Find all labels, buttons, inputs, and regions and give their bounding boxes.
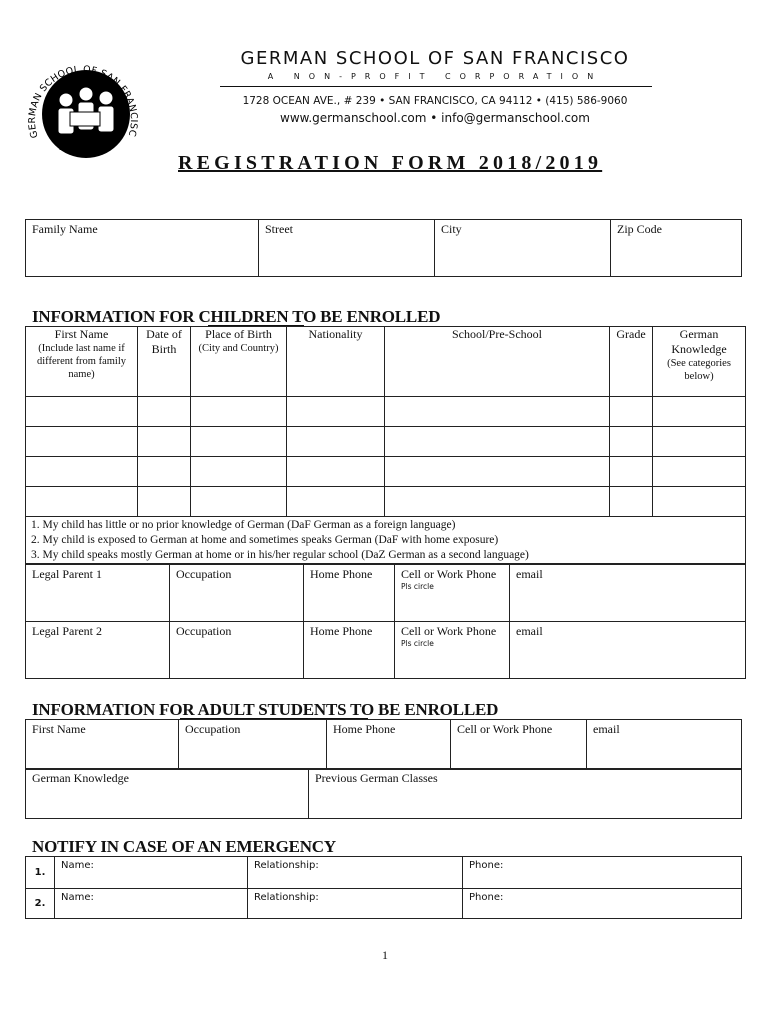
child-pob-cell[interactable]: [191, 457, 287, 487]
logo-text: GERMAN SCHOOL OF SAN FRANCISC: [26, 64, 140, 140]
email-label: email: [516, 624, 543, 638]
zip-label: Zip Code: [617, 222, 662, 236]
children-section-title: INFORMATION FOR CHILDREN TO BE ENROLLED: [32, 307, 441, 326]
col-grade-label: Grade: [616, 327, 646, 341]
child-grade-cell[interactable]: [610, 487, 653, 517]
parent1-cell-phone[interactable]: [395, 565, 510, 622]
child-knowledge-cell[interactable]: [653, 427, 746, 457]
child-dob-cell[interactable]: [138, 397, 191, 427]
child-row: [26, 457, 746, 487]
street-label: Street: [265, 222, 293, 236]
emergency-name-field[interactable]: [55, 857, 248, 889]
child-grade-cell[interactable]: [610, 397, 653, 427]
emergency-name-field[interactable]: [55, 889, 248, 919]
parent1-label: Legal Parent 1: [32, 567, 102, 581]
emergency-row: [26, 857, 742, 889]
parent2-occupation[interactable]: [170, 622, 304, 679]
street-field[interactable]: [259, 220, 435, 277]
parents-table: [25, 564, 746, 679]
web-line: www.germanschool.com • info@germanschool.com: [280, 111, 590, 125]
child-row: [26, 487, 746, 517]
child-knowledge-cell[interactable]: [653, 457, 746, 487]
adult-previous-classes-label: Previous German Classes: [315, 771, 438, 785]
parent1-email[interactable]: [510, 565, 746, 622]
col-grade: [610, 327, 653, 397]
form-title: REGISTRATION FORM 2018/2019: [178, 152, 603, 174]
col-german-knowledge-label: German Knowledge: [671, 327, 727, 356]
parent1-home-phone[interactable]: [304, 565, 395, 622]
child-grade-cell[interactable]: [610, 427, 653, 457]
adult-german-knowledge-field[interactable]: [26, 769, 309, 819]
cell-phone-label: Cell or Work Phone: [401, 624, 497, 638]
city-field[interactable]: [435, 220, 611, 277]
emergency-name-label: Name:: [61, 860, 94, 871]
cell-phone-label: Cell or Work Phone: [401, 567, 497, 581]
col-dob: [138, 327, 191, 397]
adult-previous-classes-field[interactable]: [309, 769, 742, 819]
category-1: 1. My child has little or no prior knowledge of German (DaF German as a foreign language): [31, 519, 456, 531]
emergency-phone-field[interactable]: [463, 857, 742, 889]
child-nationality-cell[interactable]: [287, 487, 385, 517]
child-row: [26, 397, 746, 427]
emergency-row-number: 1.: [26, 857, 55, 889]
child-school-cell[interactable]: [385, 427, 610, 457]
emergency-row: [26, 889, 742, 919]
parent2-home-phone[interactable]: [304, 622, 395, 679]
children-table: [25, 326, 746, 564]
col-first-name-label: First Name: [54, 327, 109, 341]
parent1-occupation[interactable]: [170, 565, 304, 622]
col-school-label: School/Pre-School: [452, 327, 542, 341]
occupation-label: Occupation: [176, 624, 232, 638]
parent1-field[interactable]: [26, 565, 170, 622]
child-pob-cell[interactable]: [191, 487, 287, 517]
family-name-label: Family Name: [32, 222, 98, 236]
home-phone-label: Home Phone: [310, 567, 373, 581]
child-grade-cell[interactable]: [610, 457, 653, 487]
col-first-name-note: (Include last name if different from family name): [36, 343, 127, 380]
adult-home-phone-label: Home Phone: [333, 722, 396, 736]
child-first-name-cell[interactable]: [26, 427, 138, 457]
page-number: 1: [382, 948, 388, 962]
address-line: 1728 OCEAN AVE., # 239 • SAN FRANCISCO, CA 94112 • (415) 586-9060: [242, 95, 628, 107]
occupation-label: Occupation: [176, 567, 232, 581]
emergency-phone-field[interactable]: [463, 889, 742, 919]
child-pob-cell[interactable]: [191, 397, 287, 427]
emergency-table: [25, 856, 742, 919]
col-nationality: [287, 327, 385, 397]
emergency-name-label: Name:: [61, 892, 94, 903]
home-phone-label: Home Phone: [310, 624, 373, 638]
school-name: GERMAN SCHOOL OF SAN FRANCISCO: [240, 48, 630, 69]
child-dob-cell[interactable]: [138, 487, 191, 517]
col-pob-note: (City and Country): [198, 343, 279, 354]
emergency-phone-label: Phone:: [469, 892, 504, 903]
col-first-name: [26, 327, 138, 397]
adult-home-phone-field[interactable]: [327, 720, 451, 770]
emergency-phone-label: Phone:: [469, 860, 504, 871]
tagline: A NON-PROFIT CORPORATION: [267, 72, 603, 81]
child-row: [26, 427, 746, 457]
child-dob-cell[interactable]: [138, 457, 191, 487]
adult-german-knowledge-label: German Knowledge: [32, 771, 129, 785]
child-knowledge-cell[interactable]: [653, 397, 746, 427]
child-nationality-cell[interactable]: [287, 397, 385, 427]
emergency-relationship-label: Relationship:: [254, 892, 319, 903]
city-label: City: [441, 222, 462, 236]
child-pob-cell[interactable]: [191, 427, 287, 457]
adult-cell-phone-label: Cell or Work Phone: [457, 722, 553, 736]
category-3: 3. My child speaks mostly German at home or in his/her regular school (DaZ German as a second language): [31, 549, 529, 561]
zip-field[interactable]: [611, 220, 742, 277]
parent-row: [26, 565, 746, 622]
school-logo: [18, 42, 148, 172]
parent2-field[interactable]: [26, 622, 170, 679]
adult-first-name-field[interactable]: [26, 720, 179, 770]
col-german-knowledge-note: (See categories below): [667, 358, 731, 382]
child-nationality-cell[interactable]: [287, 427, 385, 457]
category-2: 2. My child is exposed to German at home and sometimes speaks German (DaF with home exposure): [31, 534, 499, 546]
col-pob-label: Place of Birth: [205, 327, 272, 341]
parent2-cell-phone[interactable]: [395, 622, 510, 679]
col-school: [385, 327, 610, 397]
emergency-section-title: NOTIFY IN CASE OF AN EMERGENCY: [32, 837, 336, 856]
child-nationality-cell[interactable]: [287, 457, 385, 487]
child-knowledge-cell[interactable]: [653, 487, 746, 517]
adult-occupation-field[interactable]: [179, 720, 327, 770]
child-school-cell[interactable]: [385, 487, 610, 517]
adults-table-top: [25, 719, 742, 770]
adults-table-bottom: [25, 768, 742, 819]
email-label: email: [516, 567, 543, 581]
col-pob: [191, 327, 287, 397]
col-nationality-label: Nationality: [308, 327, 363, 341]
parent-row: [26, 622, 746, 679]
adult-cell-phone-field[interactable]: [451, 720, 587, 770]
child-first-name-cell[interactable]: [26, 457, 138, 487]
child-school-cell[interactable]: [385, 457, 610, 487]
parent2-label: Legal Parent 2: [32, 624, 102, 638]
pls-circle-note: Pls circle: [401, 582, 434, 591]
child-first-name-cell[interactable]: [26, 397, 138, 427]
knowledge-categories: [26, 517, 746, 564]
parent2-email[interactable]: [510, 622, 746, 679]
adult-occupation-label: Occupation: [185, 722, 241, 736]
pls-circle-note: Pls circle: [401, 639, 434, 648]
child-school-cell[interactable]: [385, 397, 610, 427]
adults-section-title: INFORMATION FOR ADULT STUDENTS TO BE ENROLLED: [32, 700, 499, 719]
adult-first-name-label: First Name: [32, 722, 86, 736]
header-rule: [220, 86, 652, 87]
col-dob-label: Date of Birth: [146, 327, 182, 356]
emergency-row-number: 2.: [26, 889, 55, 919]
family-table: [25, 219, 742, 277]
emergency-relationship-field[interactable]: [248, 889, 463, 919]
emergency-relationship-field[interactable]: [248, 857, 463, 889]
emergency-relationship-label: Relationship:: [254, 860, 319, 871]
col-german-knowledge: [653, 327, 746, 397]
child-first-name-cell[interactable]: [26, 487, 138, 517]
child-dob-cell[interactable]: [138, 427, 191, 457]
family-name-field[interactable]: [26, 220, 259, 277]
adult-email-field[interactable]: [587, 720, 742, 770]
adult-email-label: email: [593, 722, 620, 736]
